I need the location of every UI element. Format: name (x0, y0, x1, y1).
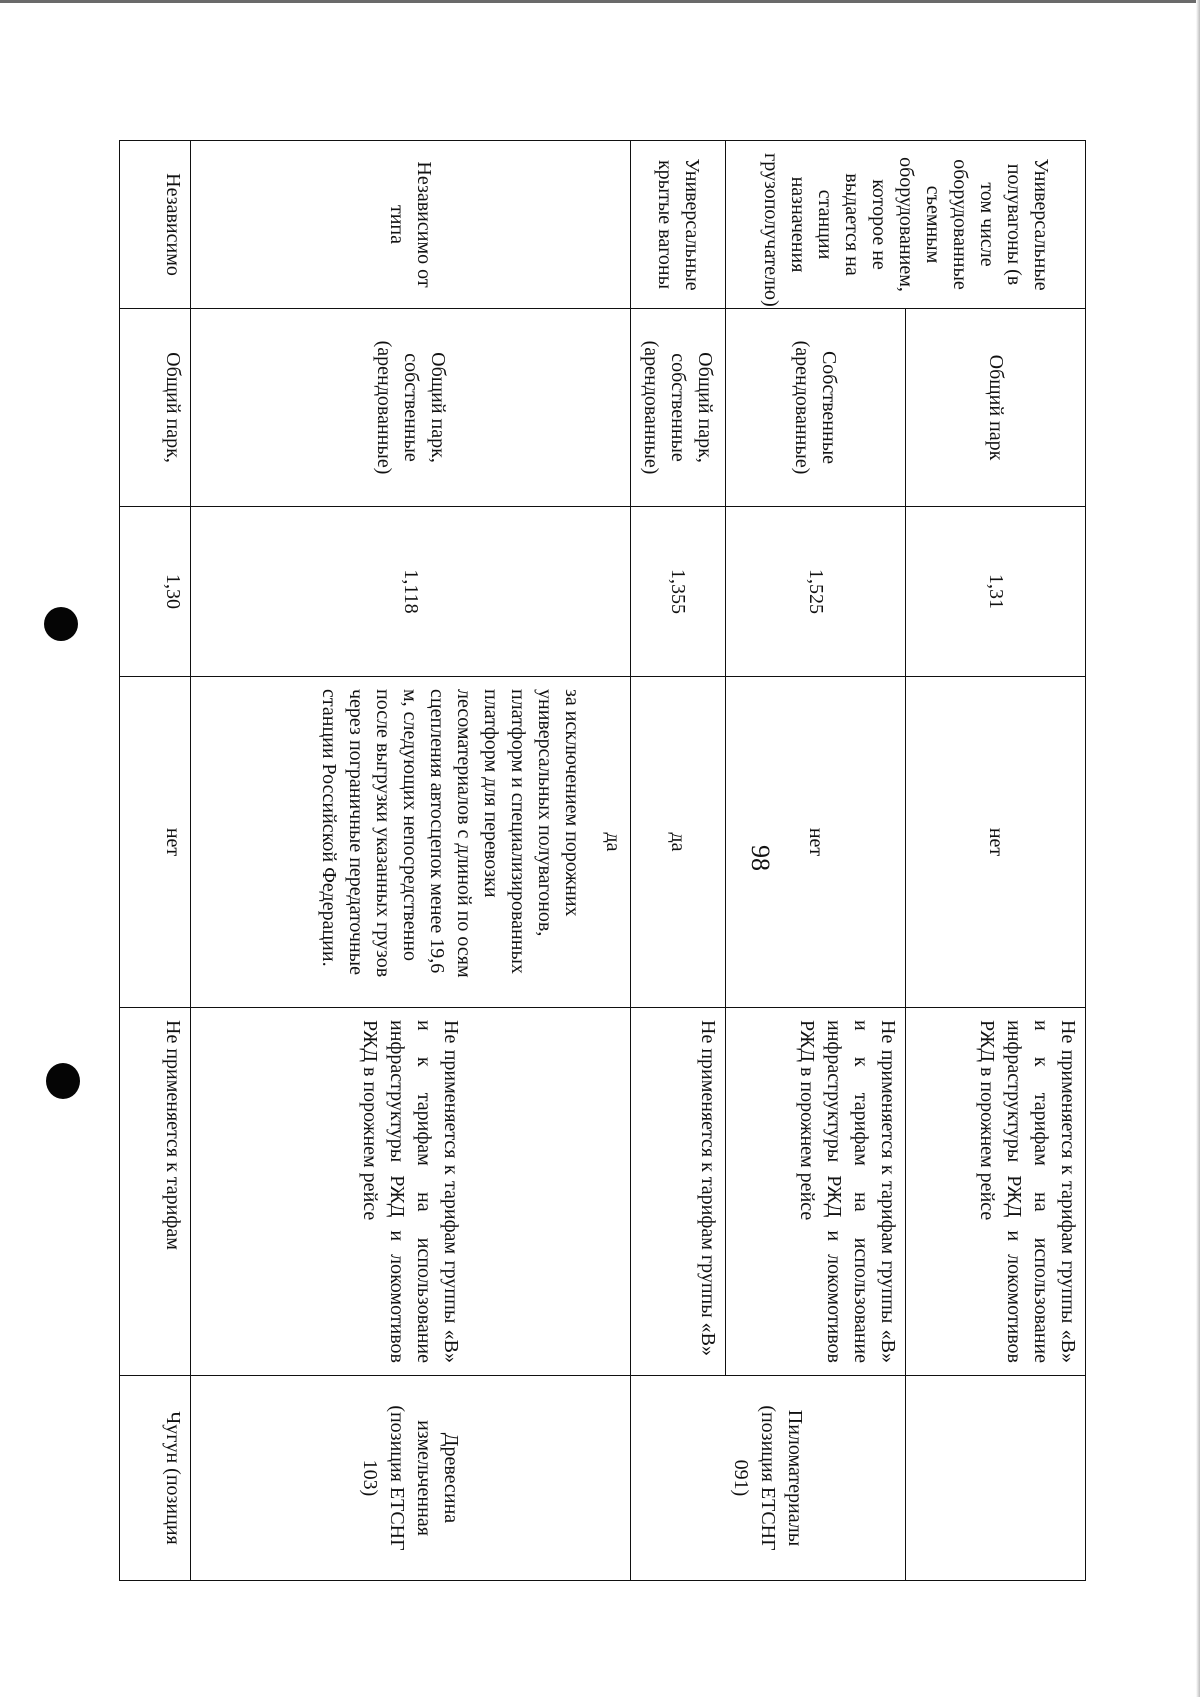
wagon-type-cell: Независимо (120, 141, 191, 309)
scan-edge-shadow (1196, 0, 1200, 1697)
tariff-note-cell: Не применяется к тарифам (120, 1008, 191, 1376)
tariff-note-cell: Не применяется к тарифам группы «В» и к тарифам на использование инфраструктуры РЖД и локомотивов РЖД в порожнем рейсе (191, 1008, 631, 1376)
wagon-type-cell: Универсальные полувагоны (в том числе оборудованные съемным оборудованием, которое не выдается на станции назначения грузополучателю) (726, 141, 1086, 309)
tariff-table-frame (120, 140, 1086, 1580)
cargo-cell: Чугун (позиция (120, 1376, 191, 1581)
cargo-cell: Древесина измельченная (позиция ЕТСНГ 103) (191, 1376, 631, 1581)
cargo-cell (906, 1376, 1086, 1581)
punch-hole (46, 1063, 80, 1099)
tariff-note-cell: Не применяется к тарифам группы «В» и к тарифам на использование инфраструктуры РЖД и локомотивов РЖД в порожнем рейсе (726, 1008, 906, 1376)
applies-cell: нет (120, 677, 191, 1008)
wagon-type-cell: Универсальные крытые вагоны (631, 141, 726, 309)
applies-cell: да (631, 677, 726, 1008)
wagon-type-cell: Независимо от типа (191, 141, 631, 309)
tariff-coefficients-table (119, 140, 1086, 1581)
punch-hole (44, 607, 78, 641)
applies-cell: нет (906, 677, 1086, 1008)
applies-exception-note: за исключением порожних универсальных полувагонов, платформ и специализированных платформ для перевозки лесоматериалов с длиной по осям сцепления автосцепок менее 19,6 м, следующих непосредственно после выгрузки указанных грузов через пограничные передаточные станции Российской Федерации. (318, 689, 583, 978)
coefficient-cell: 1,355 (631, 507, 726, 677)
tariff-note-cell: Не применяется к тарифам группы «В» и к тарифам на использование инфраструктуры РЖД и локомотивов РЖД в порожнем рейсе (906, 1008, 1086, 1376)
table-row (631, 141, 726, 1581)
park-cell: Общий парк, собственные (арендованные) (191, 309, 631, 507)
page-number: 98 (746, 845, 775, 871)
table-row (906, 141, 1086, 1581)
coefficient-cell: 1,118 (191, 507, 631, 677)
park-cell: Собственные (арендованные) (726, 309, 906, 507)
coefficient-cell: 1,30 (120, 507, 191, 677)
cargo-cell: Пиломатериалы (позиция ЕТСНГ 091) (631, 1376, 906, 1581)
applies-cell: нет (726, 677, 906, 1008)
park-cell: Общий парк, собственные (арендованные) (631, 309, 726, 507)
rotated-table-container (120, 140, 1086, 1580)
scan-edge-line (0, 0, 1200, 3)
tariff-note-cell: Не применяется к тарифам группы «В» (631, 1008, 726, 1376)
coefficient-cell: 1,31 (906, 507, 1086, 677)
table-row (726, 141, 906, 1581)
coefficient-cell: 1,525 (726, 507, 906, 677)
park-cell: Общий парк, (120, 309, 191, 507)
table-row (191, 141, 631, 1581)
park-cell: Общий парк (906, 309, 1086, 507)
table-row (120, 141, 191, 1581)
applies-cell (191, 677, 631, 1008)
applies-value: да (602, 832, 624, 852)
